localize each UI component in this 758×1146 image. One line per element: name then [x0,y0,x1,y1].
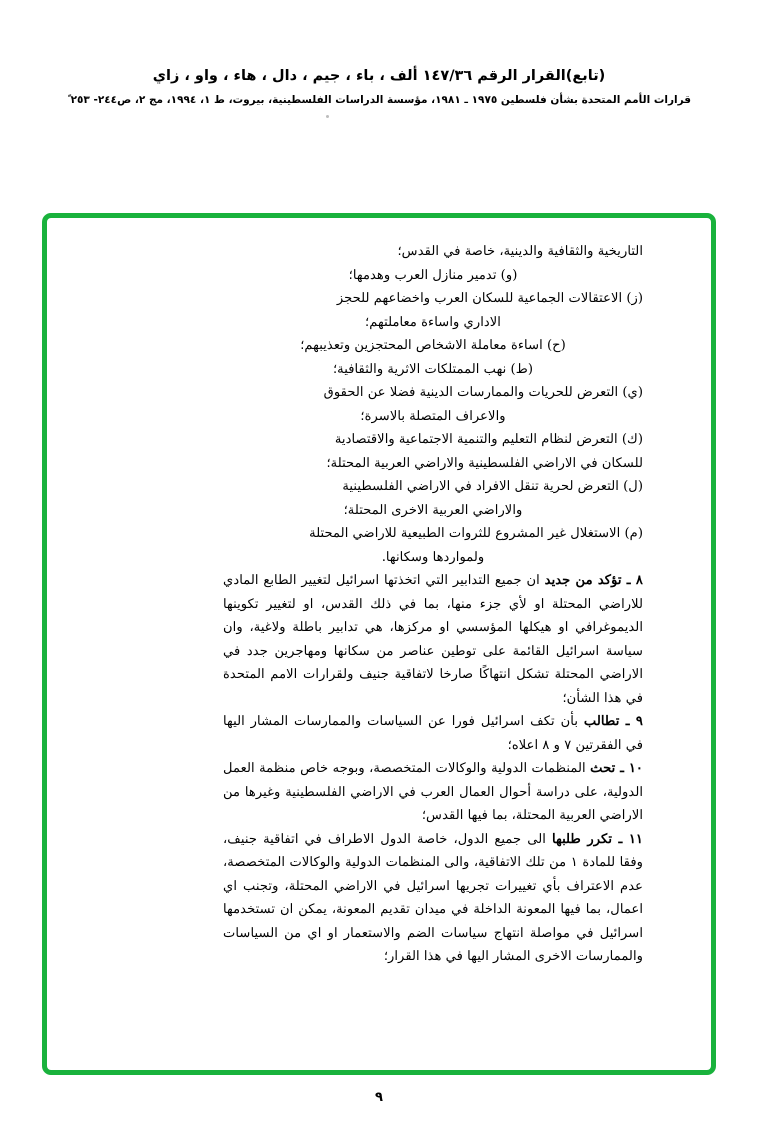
clause-body-8: ان جميع التدابير التي اتخذتها اسرائيل لتغيير الطابع المادي للاراضي المحتلة او لأي جزء منها، بما في ذلك القدس، او لتغيير تكوينها الديموغرافي او هيكلها المؤسسي او مركزها، هي تدابير باطلة ولاغية، وان سياسة اسرائيل القائمة على توطين عناصر من سكانها ومهاجرين جدد في الاراضي المحتلة تشكل انتهاكًا صارخا لاتفاقية جنيف ولقرارات الامم المتحدة في هذا الشأن؛ [223,573,643,706]
paragraph-line: (م) الاستغلال غير المشروع للثروات الطبيعية للاراضي المحتلة [309,526,643,541]
content-frame [42,213,716,1075]
paragraph-line: الاداري واساءة معاملتهم؛ [365,314,501,330]
numbered-paragraph-8 [223,569,643,710]
source-citation: قرارات الأمم المتحدة بشأن فلسطين ١٩٧٥ ـ ١٩٨١، مؤسسة الدراسات الفلسطينية، بيروت، ط ١، ١٩٩٤، مج ٢، ص٢٤٤- ٢٥٣ ً [66,94,692,106]
paragraph-line: (ك) التعرض لنظام التعليم والتنمية الاجتماعية والاقتصادية [334,432,643,447]
resolution-title: (تابع)القرار الرقم ١٤٧/٣٦ ألف ، باء ، جيم ، دال ، هاء ، واو ، زاي [152,68,606,84]
paragraph-line: (ي) التعرض للحريات والممارسات الدينية فضلا عن الحقوق [323,385,643,400]
paragraph-line: (ل) التعرض لحرية تنقل الافراد في الاراضي الفلسطينية [342,479,643,494]
paragraph-line: (ز) الاعتقالات الجماعية للسكان العرب واخضاعهم للحجز [336,291,643,306]
numbered-paragraph-11 [223,828,643,969]
clause-body-9: بأن تكف اسرائيل فورا عن السياسات والممارسات المشار اليها في الفقرتين ٧ و ٨ اعلاه؛ [223,714,643,753]
document-body [223,240,643,969]
document-page [0,68,758,1146]
paragraph-line: التاريخية والثقافية والدينية، خاصة في القدس؛ [397,244,643,259]
page-header [0,68,758,106]
paragraph-line: والاعراف المتصلة بالاسرة؛ [360,408,506,424]
paragraph-line: ولمواردها وسكانها. [381,549,485,565]
clause-body-11: الى جميع الدول، خاصة الدول الاطراف في اتفاقية جنيف، وفقا للمادة ١ من تلك الاتفاقية، والى المنظمات الدولية والوكالات المتخصصة، عدم الاعتراف بأي تغييرات تجريها اسرائيل في الاراضي المحتلة، وتجنب اي اعمال، بما فيها المعونة الداخلة في ميدان تقديم المعونة، يمكن ان تستخدمها اسرائيل في مواصلة انتهاج سياسات الضم والاستعمار او اي من السياسات والممارسات الاخرى المشار اليها في هذا القرار؛ [223,831,643,964]
clause-body-10: المنظمات الدولية والوكالات المتخصصة، وبوجه خاص منظمة العمل الدولية، على دراسة أحوال العمال العرب في الاراضي الفلسطينية وغيرها من الاراضي العربية المحتلة، بما فيها القدس؛ [223,761,643,823]
scan-speck [326,115,329,118]
clause-lead-9: ٩ ـ تطالب [583,714,643,729]
clause-lead-10: ١٠ ـ تحث [590,761,643,776]
clause-lead-11: ١١ ـ تكرر طلبها [551,831,643,847]
numbered-paragraph-9 [223,710,643,757]
paragraph-line: (ط) نهب الممتلكات الاثرية والثقافية؛ [332,361,534,377]
paragraph-line: (ح) اساءة معاملة الاشخاص المحتجزين وتعذيبهم؛ [300,338,566,353]
clause-lead-8: ٨ ـ تؤكد من جديد [544,573,643,588]
paragraph-line: (و) تدمير منازل العرب وهدمها؛ [348,267,518,283]
page-number: ٩ [375,1090,383,1105]
numbered-paragraph-10 [223,757,643,828]
paragraph-line: والاراضي العربية الاخرى المحتلة؛ [343,502,523,518]
paragraph-line: للسكان في الاراضي الفلسطينية والاراضي العربية المحتلة؛ [326,455,643,471]
